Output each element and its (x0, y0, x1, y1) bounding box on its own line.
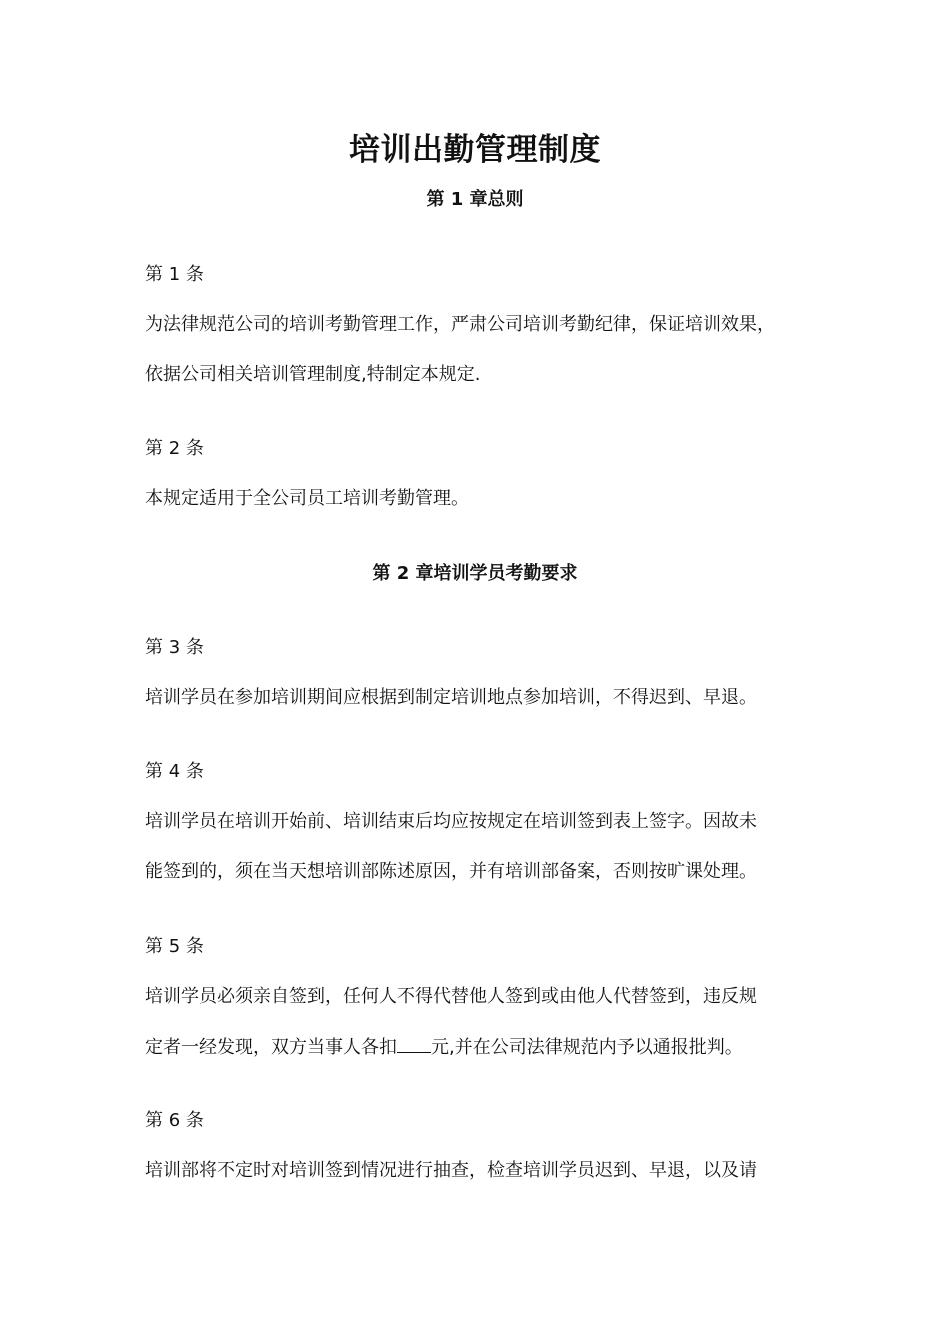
article-2-line-1: 本规定适用于全公司员工培训考勤管理。 (145, 488, 469, 509)
article-1-line-2: 依据公司相关培训管理制度,特制定本规定. (145, 364, 481, 385)
article-6-line-1: 培训部将不定时对培训签到情况进行抽查，检查培训学员迟到、早退，以及请 (145, 1160, 757, 1181)
article-3-line-1: 培训学员在参加培训期间应根据到制定培训地点参加培训，不得迟到、早退。 (145, 687, 757, 708)
article-1-line-1: 为法律规范公司的培训考勤管理工作，严肃公司培训考勤纪律，保证培训效果， (145, 314, 775, 335)
article-label-3: 第 3 条 (145, 637, 204, 658)
document-title: 培训出勤管理制度 (349, 132, 601, 168)
article-label-2: 第 2 条 (145, 438, 204, 459)
article-label-5: 第 5 条 (145, 936, 204, 957)
article-4-line-2: 能签到的，须在当天想培训部陈述原因，并有培训部备案，否则按旷课处理。 (145, 861, 757, 882)
fill-in-blank (397, 1034, 431, 1053)
article-label-4: 第 4 条 (145, 761, 204, 782)
chapter-heading-2: 第 2 章培训学员考勤要求 (372, 563, 578, 584)
article-5-line-2-before: 定者一经发现，双方当事人各扣 (145, 1037, 397, 1058)
article-label-1: 第 1 条 (145, 264, 204, 285)
chapter-heading-1: 第 1 章总则 (426, 189, 524, 210)
article-label-6: 第 6 条 (145, 1110, 204, 1131)
article-5-line-2-after: 元,并在公司法律规范内予以通报批判。 (431, 1037, 743, 1058)
article-5-line-2 (145, 1034, 825, 1061)
article-5-line-1: 培训学员必须亲自签到，任何人不得代替他人签到或由他人代替签到，违反规 (145, 986, 757, 1007)
article-4-line-1: 培训学员在培训开始前、培训结束后均应按规定在培训签到表上签字。因故未 (145, 811, 757, 832)
